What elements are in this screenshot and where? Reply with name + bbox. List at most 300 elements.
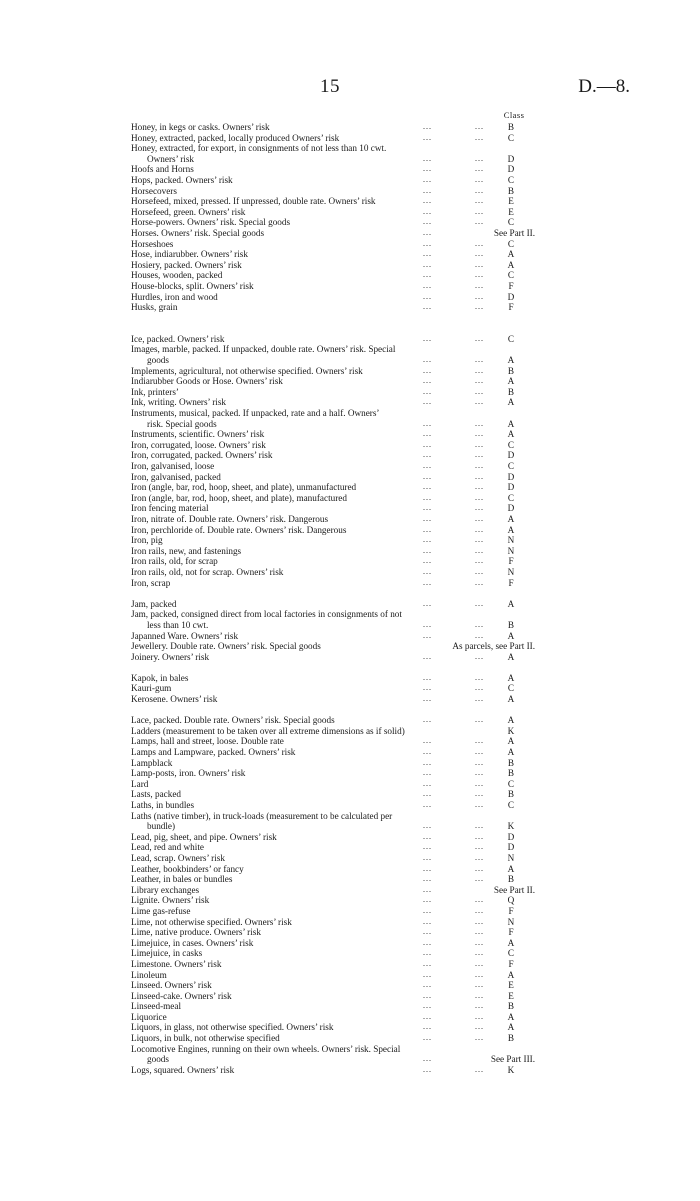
- item-description: Kerosene. Owners’ risk: [131, 694, 218, 705]
- leader-dots: ...: [475, 747, 484, 757]
- leader-dots: ...: [423, 492, 432, 502]
- class-letter: A: [507, 397, 515, 408]
- leader-dots: ...: [423, 185, 432, 195]
- item-description: Jam, packed: [131, 598, 177, 609]
- leader-dots: ...: [423, 619, 432, 629]
- leader-dots: ...: [475, 238, 484, 248]
- item-description: Iron, scrap: [131, 577, 171, 588]
- list-item: [131, 842, 539, 853]
- class-letter: B: [507, 365, 515, 376]
- leader-dots: ...: [423, 482, 432, 492]
- list-item: [131, 874, 539, 885]
- leader-dots: ...: [423, 884, 432, 894]
- list-item: [131, 853, 539, 864]
- list-item: [131, 292, 539, 303]
- list-item: [131, 747, 539, 758]
- list-item: [131, 959, 539, 970]
- list-item: [131, 355, 539, 366]
- class-letter: C: [507, 683, 515, 694]
- item-description: Library exchanges: [131, 884, 200, 895]
- class-letter: A: [507, 429, 515, 440]
- item-description: Iron, perchloride of. Double rate. Owners’ risk. Dangerous: [131, 524, 347, 535]
- leader-dots: ...: [423, 958, 432, 968]
- class-letter: F: [508, 905, 514, 916]
- item-description: Hops, packed. Owners’ risk: [131, 174, 233, 185]
- class-letter: N: [507, 852, 515, 863]
- list-item: [131, 344, 539, 355]
- item-description: Iron fencing material: [131, 503, 209, 514]
- class-letter: A: [507, 524, 515, 535]
- list-item: [131, 620, 539, 631]
- leader-dots: ...: [423, 905, 432, 915]
- leader-dots: ...: [475, 132, 484, 142]
- leader-dots: ...: [475, 513, 484, 523]
- item-description: Horsecovers: [131, 185, 177, 196]
- class-letter: B: [507, 768, 515, 779]
- leader-dots: ...: [475, 153, 484, 163]
- item-description: Leather, in bales or bundles: [131, 874, 233, 885]
- item-description: Lace, packed. Double rate. Owners’ risk. Special goods: [131, 715, 335, 726]
- item-description: Limejuice, in casks: [131, 948, 203, 959]
- leader-dots: ...: [423, 132, 432, 142]
- list-item: [131, 567, 539, 578]
- item-description: Hurdles, iron and wood: [131, 291, 218, 302]
- list-item: [131, 366, 539, 377]
- class-letter: A: [507, 672, 515, 683]
- leader-dots: ...: [475, 937, 484, 947]
- list-item: [131, 641, 539, 652]
- item-description: Ladders (measurement to be taken over all extreme dimensions as if solid): [131, 725, 405, 736]
- item-description: Iron, corrugated, packed. Owners’ risk: [131, 450, 273, 461]
- item-description: Linoleum: [131, 969, 167, 980]
- list-item: [131, 239, 539, 250]
- item-description: Iron rails, old, for scrap: [131, 556, 218, 567]
- list-item: [131, 397, 539, 408]
- item-description: Images, marble, packed. If unpacked, double rate. Owners’ risk. Special: [131, 344, 396, 355]
- class-letter: C: [507, 174, 515, 185]
- list-item: [131, 1012, 539, 1023]
- class-letter: K: [507, 1064, 515, 1075]
- leader-dots: ...: [475, 1033, 484, 1043]
- class-letter: C: [507, 439, 515, 450]
- class-letter: A: [507, 863, 515, 874]
- list-item: [131, 281, 539, 292]
- list-item: [131, 1022, 539, 1033]
- list-item: [131, 302, 539, 313]
- leader-dots: ...: [423, 683, 432, 693]
- leader-dots: ...: [475, 524, 484, 534]
- list-item: [131, 493, 539, 504]
- leader-dots: ...: [475, 842, 484, 852]
- list-item: [131, 387, 539, 398]
- leader-dots: ...: [475, 217, 484, 227]
- leader-dots: ...: [475, 185, 484, 195]
- document-reference: D.—8.: [578, 76, 630, 97]
- leader-dots: ...: [423, 174, 432, 184]
- list-item: [131, 832, 539, 843]
- leader-dots: ...: [423, 736, 432, 746]
- leader-dots: ...: [423, 1022, 432, 1032]
- item-description: Liquors, in glass, not otherwise specified. Owners’ risk: [131, 1022, 334, 1033]
- section-gap: [131, 705, 539, 716]
- class-letter: Q: [507, 895, 515, 906]
- class-letter: A: [507, 1011, 515, 1022]
- class-letter: C: [507, 238, 515, 249]
- leader-dots: ...: [423, 355, 432, 365]
- list-item: [131, 768, 539, 779]
- item-description: Ice, packed. Owners’ risk: [131, 333, 225, 344]
- class-letter: D: [507, 831, 515, 842]
- leader-dots: ...: [475, 482, 484, 492]
- leader-dots: ...: [475, 895, 484, 905]
- list-item: [131, 207, 539, 218]
- leader-dots: ...: [475, 598, 484, 608]
- leader-dots: ...: [423, 990, 432, 1000]
- leader-dots: ...: [475, 291, 484, 301]
- class-letter: A: [507, 630, 515, 641]
- leader-dots: ...: [475, 174, 484, 184]
- class-letter: A: [507, 969, 515, 980]
- item-description: Lamp-posts, iron. Owners’ risk: [131, 768, 246, 779]
- list-item: [131, 1001, 539, 1012]
- list-item: [131, 556, 539, 567]
- leader-dots: ...: [423, 513, 432, 523]
- leader-dots: ...: [423, 916, 432, 926]
- class-letter: D: [507, 291, 515, 302]
- item-description: Leather, bookbinders’ or fancy: [131, 863, 244, 874]
- leader-dots: ...: [475, 450, 484, 460]
- class-letter: C: [507, 800, 515, 810]
- list-item: [131, 175, 539, 186]
- item-description: Hosiery, packed. Owners’ risk: [131, 259, 242, 270]
- leader-dots: ...: [423, 164, 432, 174]
- list-item: [131, 991, 539, 1002]
- leader-dots: ...: [423, 757, 432, 767]
- leader-dots: ...: [475, 280, 484, 290]
- leader-dots: ...: [475, 259, 484, 269]
- class-letter: C: [507, 270, 515, 281]
- leader-dots: ...: [475, 1011, 484, 1021]
- leader-dots: ...: [475, 577, 484, 587]
- item-description: Lead, pig, sheet, and pipe. Owners’ risk: [131, 831, 277, 842]
- item-description: Honey, in kegs or casks. Owners’ risk: [131, 122, 270, 132]
- leader-dots: ...: [475, 164, 484, 174]
- leader-dots: ...: [475, 821, 484, 831]
- class-letter: N: [507, 535, 515, 546]
- leader-dots: ...: [423, 386, 432, 396]
- class-letter: A: [507, 376, 515, 387]
- leader-dots: ...: [475, 439, 484, 449]
- leader-dots: ...: [423, 821, 432, 831]
- leader-dots: ...: [475, 800, 484, 809]
- item-description: Hoofs and Horns: [131, 164, 194, 175]
- leader-dots: ...: [423, 376, 432, 386]
- leader-dots: ...: [423, 333, 432, 343]
- leader-dots: ...: [475, 376, 484, 386]
- leader-dots: ...: [423, 217, 432, 227]
- leader-dots: ...: [475, 333, 484, 343]
- leader-dots: ...: [475, 651, 484, 661]
- leader-dots: ...: [475, 630, 484, 640]
- leader-dots: ...: [475, 905, 484, 915]
- leader-dots: ...: [423, 927, 432, 937]
- leader-dots: ...: [475, 302, 484, 312]
- class-letter: A: [507, 598, 515, 609]
- leader-dots: ...: [423, 768, 432, 778]
- class-letter: C: [507, 492, 515, 503]
- list-item: [131, 122, 539, 133]
- class-letter: N: [507, 545, 515, 556]
- class-letter: B: [507, 1033, 515, 1044]
- class-letter: B: [507, 789, 515, 800]
- list-item: [131, 683, 539, 694]
- item-description: bundle): [147, 821, 176, 832]
- leader-dots: ...: [423, 249, 432, 259]
- list-item: [131, 980, 539, 991]
- item-description: Iron (angle, bar, rod, hoop, sheet, and plate), unmanufactured: [131, 482, 357, 493]
- item-description: Lime, not otherwise specified. Owners’ risk: [131, 916, 292, 927]
- leader-dots: ...: [475, 418, 484, 428]
- section-gap: [131, 323, 539, 334]
- item-description: Locomotive Engines, running on their own wheels. Owners’ risk. Special: [131, 1043, 401, 1054]
- class-letter: C: [507, 461, 515, 471]
- leader-dots: ...: [475, 831, 484, 841]
- list-item: [131, 736, 539, 747]
- list-item: [131, 514, 539, 525]
- leader-dots: ...: [475, 1064, 484, 1074]
- leader-dots: ...: [423, 206, 432, 216]
- class-letter: D: [507, 153, 515, 164]
- item-description: Hose, indiarubber. Owners’ risk: [131, 249, 248, 260]
- leader-dots: ...: [423, 471, 432, 481]
- item-description: Lime, native produce. Owners’ risk: [131, 927, 261, 938]
- class-letter: N: [507, 566, 515, 577]
- list-item: [131, 525, 539, 536]
- leader-dots: ...: [475, 461, 484, 470]
- item-description: Horsefeed, mixed, pressed. If unpressed, double rate. Owners’ risk: [131, 196, 376, 207]
- class-letter: E: [508, 980, 514, 991]
- list-item: [131, 270, 539, 281]
- list-item: [131, 1054, 539, 1065]
- leader-dots: ...: [423, 450, 432, 460]
- list-item: [131, 196, 539, 207]
- leader-dots: ...: [423, 535, 432, 545]
- class-letter: A: [507, 651, 515, 662]
- class-letter: E: [508, 196, 514, 207]
- class-column-header: Class: [503, 110, 525, 120]
- item-description: risk. Special goods: [147, 418, 217, 429]
- list-item: [131, 673, 539, 684]
- class-letter: F: [508, 556, 514, 567]
- leader-dots: ...: [475, 556, 484, 566]
- item-description: Kauri-gum: [131, 683, 172, 694]
- class-letter: F: [508, 280, 514, 291]
- class-letter: A: [507, 715, 515, 726]
- list-item: [131, 334, 539, 345]
- class-letter: A: [507, 418, 515, 429]
- list-item: [131, 408, 539, 419]
- cross-reference: See Part II.: [493, 884, 535, 895]
- leader-dots: ...: [475, 270, 484, 280]
- leader-dots: ...: [475, 672, 484, 682]
- list-item: [131, 599, 539, 610]
- item-description: Houses, wooden, packed: [131, 270, 223, 281]
- leader-dots: ...: [423, 302, 432, 312]
- class-letter: A: [507, 736, 515, 747]
- leader-dots: ...: [475, 503, 484, 513]
- list-item: [131, 472, 539, 483]
- class-letter: A: [507, 937, 515, 948]
- item-description: Lignite. Owners’ risk: [131, 895, 210, 906]
- item-description: Jewellery. Double rate. Owners’ risk. Special goods: [131, 641, 321, 652]
- item-description: goods: [147, 355, 169, 366]
- list-item: [131, 885, 539, 896]
- class-letter: N: [507, 916, 515, 927]
- item-description: Instruments, musical, packed. If unpacked, rate and a half. Owners’: [131, 408, 380, 419]
- leader-dots: ...: [423, 980, 432, 990]
- item-description: Linseed. Owners’ risk: [131, 980, 212, 991]
- leader-dots: ...: [423, 852, 432, 862]
- list-item: [131, 609, 539, 620]
- leader-dots: ...: [423, 227, 432, 237]
- leader-dots: ...: [475, 683, 484, 693]
- leader-dots: ...: [475, 958, 484, 968]
- leader-dots: ...: [423, 598, 432, 608]
- item-description: Iron, galvanised, packed: [131, 471, 221, 482]
- item-description: Ink, writing. Owners’ risk: [131, 397, 227, 408]
- class-letter: C: [507, 778, 515, 789]
- class-letter: A: [507, 694, 515, 705]
- list-item: [131, 715, 539, 726]
- leader-dots: ...: [475, 196, 484, 206]
- item-description: Honey, extracted, for export, in consignments of not less than 10 cwt.: [131, 143, 387, 154]
- leader-dots: ...: [423, 439, 432, 449]
- leader-dots: ...: [423, 196, 432, 206]
- leader-dots: ...: [423, 365, 432, 375]
- leader-dots: ...: [423, 747, 432, 757]
- class-letter: F: [508, 927, 514, 938]
- leader-dots: ...: [475, 386, 484, 396]
- leader-dots: ...: [423, 937, 432, 947]
- list-item: [131, 1033, 539, 1044]
- class-letter: A: [507, 513, 515, 524]
- list-item: [131, 917, 539, 928]
- class-letter: B: [507, 874, 515, 885]
- leader-dots: ...: [475, 365, 484, 375]
- class-letter: F: [508, 958, 514, 969]
- class-letter: A: [507, 747, 515, 758]
- list-item: [131, 821, 539, 832]
- leader-dots: ...: [423, 280, 432, 290]
- item-description: Husks, grain: [131, 302, 178, 313]
- leader-dots: ...: [475, 619, 484, 629]
- leader-dots: ...: [475, 927, 484, 937]
- class-letter: D: [507, 471, 515, 482]
- leader-dots: ...: [475, 471, 484, 481]
- leader-dots: ...: [423, 831, 432, 841]
- class-letter: A: [507, 1022, 515, 1033]
- leader-dots: ...: [423, 566, 432, 576]
- leader-dots: ...: [423, 778, 432, 788]
- class-letter: A: [507, 355, 515, 366]
- leader-dots: ...: [423, 153, 432, 163]
- class-letter: B: [507, 757, 515, 768]
- leader-dots: ...: [423, 842, 432, 852]
- section-gap: [131, 662, 539, 673]
- list-item: [131, 535, 539, 546]
- leader-dots: ...: [475, 429, 484, 439]
- leader-dots: ...: [423, 863, 432, 873]
- item-description: Ink, printers’: [131, 386, 179, 397]
- list-item: [131, 938, 539, 949]
- leader-dots: ...: [475, 715, 484, 725]
- leader-dots: ...: [423, 789, 432, 799]
- list-item: [131, 779, 539, 790]
- item-description: Linseed-cake. Owners’ risk: [131, 990, 232, 1001]
- list-item: [131, 249, 539, 260]
- item-description: Horseshoes: [131, 238, 174, 249]
- class-letter: C: [507, 217, 515, 228]
- leader-dots: ...: [423, 270, 432, 280]
- list-item: [131, 164, 539, 175]
- item-description: Iron, pig: [131, 535, 163, 546]
- list-item: [131, 694, 539, 705]
- class-letter: F: [508, 577, 514, 588]
- item-description: Lampblack: [131, 757, 173, 768]
- item-description: Horses. Owners’ risk. Special goods: [131, 227, 265, 238]
- item-description: Lead, scrap. Owners’ risk: [131, 852, 225, 863]
- leader-dots: ...: [475, 492, 484, 502]
- list-item: [131, 726, 539, 737]
- item-description: Iron, nitrate of. Double rate. Owners’ risk. Dangerous: [131, 513, 329, 524]
- leader-dots: ...: [475, 122, 484, 131]
- class-letter: B: [507, 122, 515, 132]
- leader-dots: ...: [475, 863, 484, 873]
- cross-reference: As parcels, see Part II.: [452, 641, 535, 652]
- list-item: [131, 133, 539, 144]
- item-description: Iron (angle, bar, rod, hoop, sheet, and plate), manufactured: [131, 492, 347, 503]
- list-item: [131, 811, 539, 822]
- leader-dots: ...: [423, 503, 432, 513]
- leader-dots: ...: [423, 1033, 432, 1043]
- item-description: Joinery. Owners’ risk: [131, 651, 210, 662]
- item-description: Linseed-meal: [131, 1001, 181, 1012]
- leader-dots: ...: [475, 778, 484, 788]
- leader-dots: ...: [423, 630, 432, 640]
- list-item: [131, 419, 539, 430]
- item-description: Iron, corrugated, loose. Owners’ risk: [131, 439, 266, 450]
- item-description: Implements, agricultural, not otherwise specified. Owners’ risk: [131, 365, 363, 376]
- leader-dots: ...: [423, 238, 432, 248]
- leader-dots: ...: [423, 545, 432, 555]
- list-item: [131, 450, 539, 461]
- leader-dots: ...: [475, 566, 484, 576]
- item-description: Limejuice, in cases. Owners’ risk: [131, 937, 254, 948]
- leader-dots: ...: [423, 800, 432, 809]
- leader-dots: ...: [423, 397, 432, 407]
- item-description: Liquors, in bulk, not otherwise specified: [131, 1033, 280, 1044]
- item-description: Indiarubber Goods or Hose. Owners’ risk: [131, 376, 283, 387]
- list-item: [131, 800, 539, 811]
- leader-dots: ...: [423, 672, 432, 682]
- list-item: [131, 789, 539, 800]
- leader-dots: ...: [475, 757, 484, 767]
- class-letter: D: [507, 482, 515, 493]
- item-description: goods: [147, 1054, 169, 1065]
- list-item: [131, 186, 539, 197]
- class-letter: D: [507, 164, 515, 175]
- item-description: Laths (native timber), in truck-loads (measurement to be calculated per: [131, 810, 393, 821]
